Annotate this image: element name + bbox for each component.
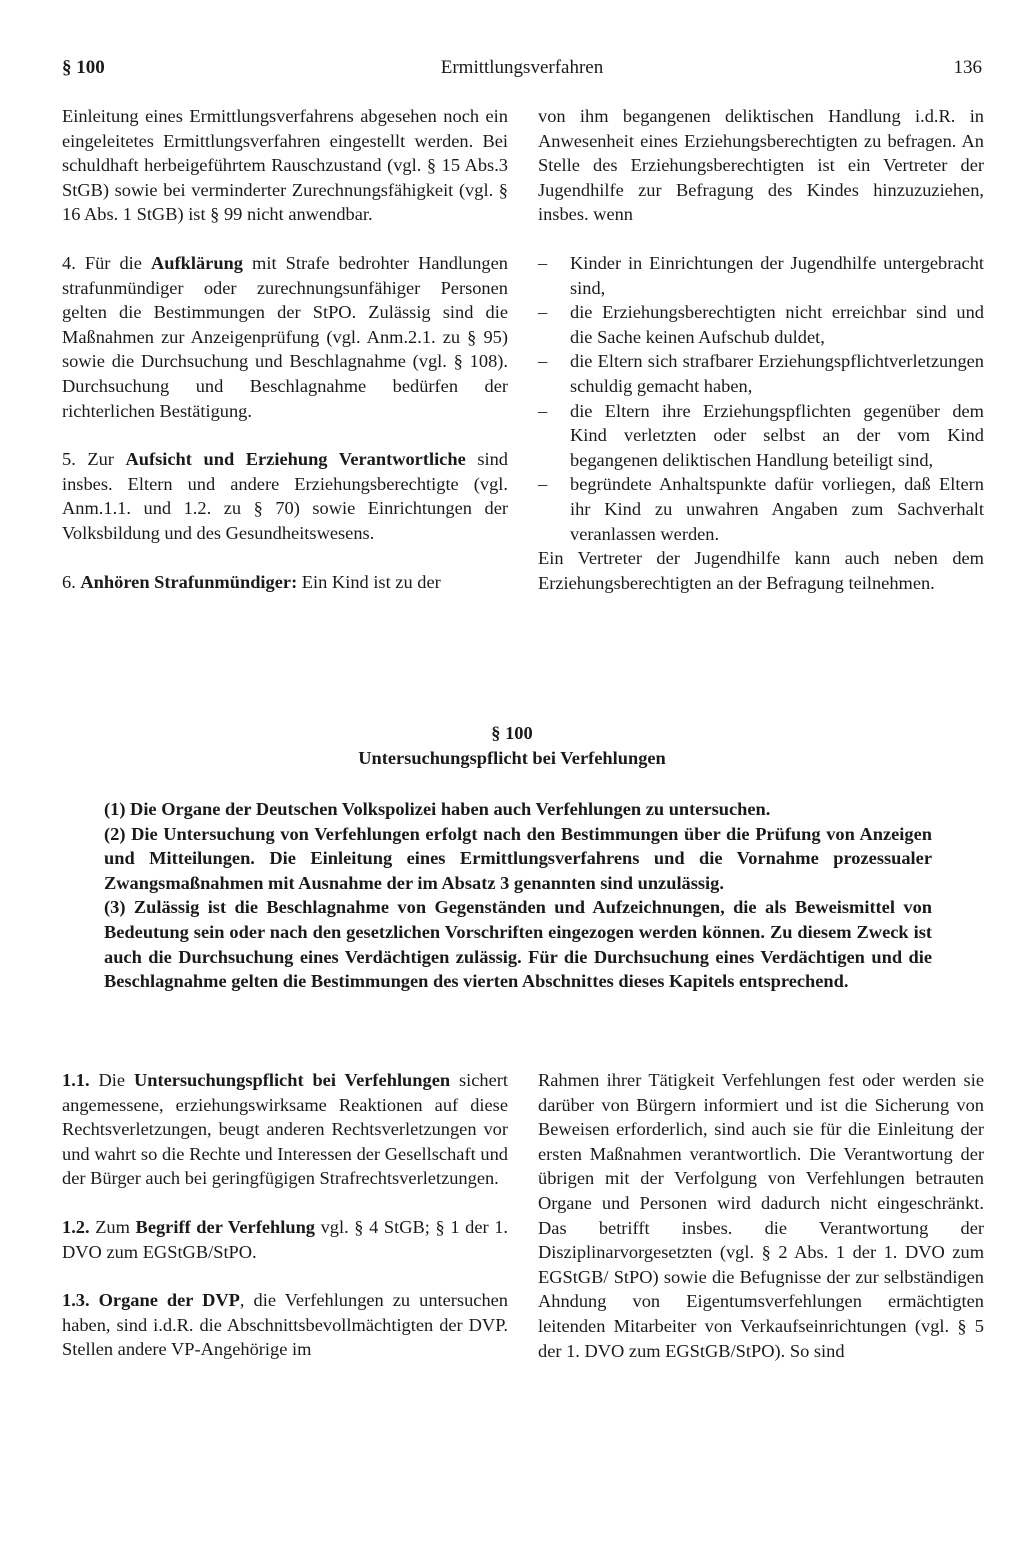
statute-text <box>104 797 932 994</box>
note-6-term: Anhören Strafunmündiger: <box>80 571 298 592</box>
note-5: 5. Zur Aufsicht und Erziehung Verantwortliche sind insbes. Eltern und andere Erziehungsberechtigte (vgl. Anm.1.1. und 1.2. zu § 70) sowie Einrichtungen der Volksbildung und des Gesundheitswesens. <box>62 449 508 543</box>
note-1-1-term: Untersuchungspflicht bei Verfehlungen <box>133 1070 451 1090</box>
note-1-3: 1.3. Organe der DVP, die Verfehlungen zu untersuchen haben, sind i.d.R. die Abschnittsbevollmächtigten der DVP. Stellen andere VP-Angehörige im <box>62 1290 509 1360</box>
note-1-3-continuation: Rahmen ihrer Tätigkeit Verfehlungen fest oder werden sie darüber von Bürgern informiert und ist die Sicherung von Beweisen erforderlich, sind auch sie für die Einleitung der ersten Maßnahmen verantwortlich. Die Verantwortung der übrigen mit der Verfolgung von Verfehlungen betrauten Organe und Personen wird dadurch nicht eingeschränkt. Das betrifft insbes. die Verantwortung der Disziplinarvorgesetzten (vgl. § 2 Abs. 1 der 1. DVO zum EGStGB/ StPO) sowie die Befugnisse der zur selbständigen Ahndung von Eigentumsverfehlungen ermächtigten leitenden Mitarbeiter von Verkaufseinrichtungen (vgl. § 5 der 1. DVO zum EGStGB/StPO). So sind <box>538 1070 984 1361</box>
commentary-column-bottom-right <box>538 1068 984 1387</box>
note-6: 6. Anhören Strafunmündiger: Ein Kind ist zu der <box>62 571 441 592</box>
note-4: 4. Für die Aufklärung mit Strafe bedrohter Handlungen strafunmündiger oder zurechnungsunfähiger Personen gelten die Bestimmungen der StPO. Zulässig sind die Maßnahmen zur Anzeigenprüfung (vgl. Anm.2.1. zu § 95) sowie die Durchsuchung und Beschlagnahme (vgl. § 108). Durchsuchung und Beschlagnahme bedürfen der richterlichen Bestätigung. <box>62 252 508 421</box>
note-1-2-term: Begriff der Verfehlung <box>135 1216 315 1237</box>
note-1-3-term: Organe der DVP <box>89 1290 240 1311</box>
note-5-term: Aufsicht und Erziehung Verantwortliche <box>125 449 466 470</box>
header-section: § 100 <box>62 57 105 78</box>
note-1-1: 1.1. Die Untersuchungspflicht bei Verfehlungen sichert angemessene, erziehungswirksame Reaktionen auf diese Rechtsverletzungen, beugt anderen Rechtsverletzungen vor und wahrt so die Rechte und Interessen der Gesellschaft und der Bürger auch bei geringfügigen Strafrechtsverletzungen. <box>62 1070 509 1189</box>
statute-paragraph-1: (1) Die Organe der Deutschen Volkspolizei haben auch Verfehlungen zu untersuchen. <box>104 799 771 819</box>
list-item: – begründete Anhaltspunkte dafür vorliegen, daß Eltern ihr Kind zu unwahren Angaben zum Sachverhalt veranlassen werden. <box>538 472 984 546</box>
commentary-column-bottom-left <box>62 1068 508 1386</box>
commentary-column-top-left <box>62 104 508 618</box>
statute-heading <box>0 721 1024 770</box>
note-6-continuation: von ihm begangenen deliktischen Handlung i.d.R. in Anwesenheit eines Erziehungsberechtigten zu befragen. An Stelle des Erziehungsberechtigten ist ein Vertreter der Jugendhilfe zur Befragung des Kindes hinzuzuziehen, insbes. wenn <box>538 106 984 225</box>
statute-paragraph-2: (2) Die Untersuchung von Verfehlungen erfolgt nach den Bestimmungen über die Prüfung von Anzeigen und Mitteilungen. Die Einleitung eines Ermittlungsverfahrens und die Vornahme prozessualer Zwangsmaßnahmen mit Ausnahme der im Absatz 3 genannten sind unzulässig. <box>104 823 932 893</box>
list-item: – Kinder in Einrichtungen der Jugendhilfe untergebracht sind, <box>538 251 984 300</box>
list-item: – die Eltern sich strafbarer Erziehungspflichtverletzungen schuldig gemacht haben, <box>538 349 984 398</box>
paragraph-continuation: Einleitung eines Ermittlungsverfahrens abgesehen noch ein eingeleitetes Ermittlungsverfahren eingestellt werden. Bei schuldhaft herbeigeführtem Rauschzustand (vgl. § 15 Abs.3 StGB) sowie bei verminderter Zurechnungsfähigkeit (vgl. § 16 Abs. 1 StGB) ist § 99 nicht anwendbar. <box>62 106 508 225</box>
note-1-2: 1.2. Zum Begriff der Verfehlung vgl. § 4 StGB; § 1 der 1. DVO zum EGStGB/StPO. <box>62 1216 509 1262</box>
page-number: 136 <box>953 57 982 78</box>
list-item: – die Erziehungsberechtigten nicht erreichbar sind und die Sache keinen Aufschub duldet, <box>538 300 984 349</box>
running-header <box>62 57 982 87</box>
statute-section-number: § 100 <box>491 723 533 743</box>
note-4-term: Aufklärung <box>150 252 243 273</box>
conditions-list <box>538 251 984 546</box>
statute-title: Untersuchungspflicht bei Verfehlungen <box>358 747 666 768</box>
statute-paragraph-3: (3) Zulässig ist die Beschlagnahme von Gegenständen und Aufzeichnungen, die als Beweismittel von Bedeutung sein oder nach den gesetzlichen Vorschriften eingezogen werden können. Zu diesem Zweck ist auch die Durchsuchung eines Verdächtigen zulässig. Für die Durchsuchung eines Verdächtigen und die Beschlagnahme gelten die Bestimmungen des vierten Abschnittes dieses Kapitels entsprechend. <box>104 897 932 992</box>
list-item: – die Eltern ihre Erziehungspflichten gegenüber dem Kind verletzten oder selbst an der vom Kind begangenen deliktischen Handlung beteiligt sind, <box>538 399 984 473</box>
note-6-outro: Ein Vertreter der Jugendhilfe kann auch neben dem Erziehungsberechtigten an der Befragung teilnehmen. <box>538 548 984 593</box>
header-title: Ermittlungsverfahren <box>440 57 604 78</box>
commentary-column-top-right <box>538 104 984 619</box>
